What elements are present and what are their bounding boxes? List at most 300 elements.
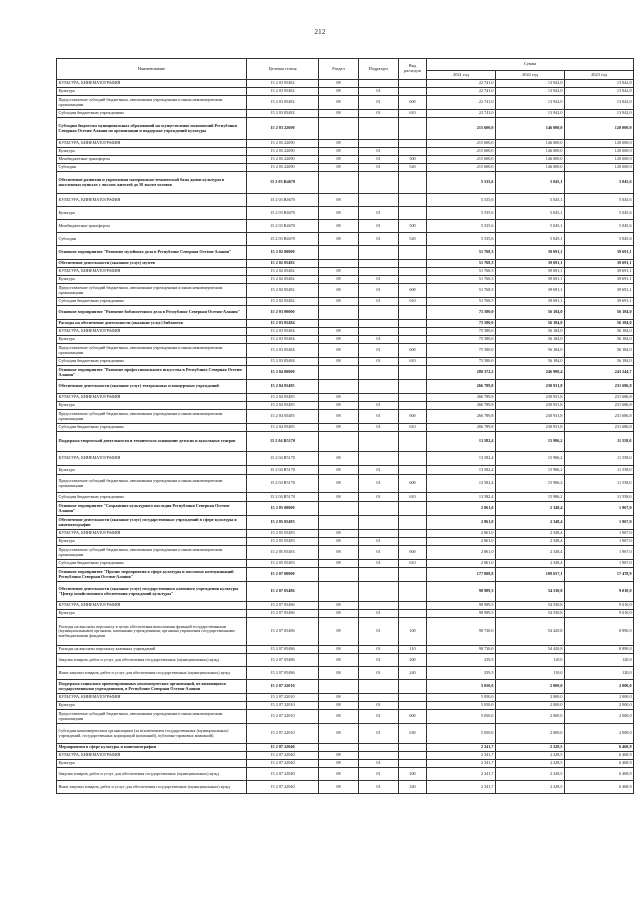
row-sum-2022: 15 986,2: [496, 452, 565, 466]
row-target-code: 15 2 07 05486: [247, 610, 319, 618]
table-row: [57, 546, 634, 560]
row-expense-type: [399, 452, 427, 466]
row-sum-2021: 266 789,8: [427, 402, 496, 410]
row-name: Субсидии: [57, 164, 247, 172]
row-sum-2021: 13 582,4: [427, 432, 496, 452]
row-name: Субсидии бюджетным учреждениям: [57, 110, 247, 118]
row-target-code: 15 2 03 22690: [247, 118, 319, 140]
row-target-code: 15 2 07 22040: [247, 768, 319, 781]
row-subsection: [359, 380, 399, 394]
row-name: КУЛЬТУРА, КИНЕМАТОГРАФИЯ: [57, 194, 247, 207]
row-target-code: 15 2 05 05483: [247, 560, 319, 568]
row-sum-2022: 2 000,0: [496, 694, 565, 702]
table-row: [57, 760, 634, 768]
row-target-code: 15 2 03 05484: [247, 320, 319, 328]
row-expense-type: [399, 380, 427, 394]
row-target-code: 15 2 07 05486: [247, 667, 319, 680]
row-sum-2021: 75 580,0: [427, 344, 496, 358]
row-target-code: 15 2 07 05486: [247, 646, 319, 654]
row-expense-type: [399, 328, 427, 336]
row-name: Субсидии бюджетам муниципальных образований на осуществление полномочий Республики Северная Осетия-Алания по организации и поддержке учреждений культуры: [57, 118, 247, 140]
table-row: [57, 298, 634, 306]
row-name: Субсидии: [57, 233, 247, 246]
row-target-code: 15 2 04 05485: [247, 424, 319, 432]
row-sum-2023: 56 184,0: [565, 358, 634, 366]
row-section: [319, 582, 359, 602]
row-subsection: 01: [359, 610, 399, 618]
table-row: [57, 744, 634, 752]
row-subsection: [359, 452, 399, 466]
row-target-code: 15 2 04 05485: [247, 410, 319, 424]
row-sum-2023: 8 890,0: [565, 646, 634, 654]
table-row: [57, 194, 634, 207]
row-sum-2022: 15 986,2: [496, 493, 565, 502]
row-subsection: [359, 328, 399, 336]
table-row: [57, 475, 634, 493]
row-sum-2021: 2 861,0: [427, 502, 496, 516]
row-sum-2023: 2 000,0: [565, 724, 634, 744]
row-expense-type: 600: [399, 284, 427, 298]
row-sum-2023: 8 890,0: [565, 618, 634, 646]
row-subsection: 01: [359, 618, 399, 646]
table-row: [57, 233, 634, 246]
row-sum-2022: 2 228,5: [496, 744, 565, 752]
row-target-code: 15 2 07 05486: [247, 654, 319, 667]
row-section: 08: [319, 452, 359, 466]
row-sum-2021: 215 600,0: [427, 118, 496, 140]
row-name: Культура: [57, 336, 247, 344]
row-target-code: 15 2 03 05482: [247, 96, 319, 110]
row-target-code: 15 2 03 00000: [247, 306, 319, 320]
table-header: [57, 59, 634, 80]
row-target-code: 15 2 05 05483: [247, 530, 319, 538]
row-sum-2022: 56 184,0: [496, 358, 565, 366]
row-target-code: 15 2 03 R4670: [247, 172, 319, 194]
row-section: 08: [319, 96, 359, 110]
row-sum-2021: 22 741,0: [427, 80, 496, 88]
row-target-code: 15 2 04 R5170: [247, 493, 319, 502]
row-sum-2023: 231 686,8: [565, 394, 634, 402]
row-sum-2022: 54 420,8: [496, 618, 565, 646]
budget-table: [56, 58, 634, 794]
table-row: [57, 96, 634, 110]
row-expense-type: [399, 260, 427, 268]
row-name: Обеспечение деятельности (оказание услуг) театральных и концертных учреждений: [57, 380, 247, 394]
row-name: Культура: [57, 538, 247, 546]
row-section: 08: [319, 667, 359, 680]
row-name: Иные закупки товаров, работ и услуг для обеспечения государственных (муниципальных) нужд: [57, 667, 247, 680]
row-sum-2021: 51 768,3: [427, 298, 496, 306]
row-sum-2021: 5 535,6: [427, 220, 496, 233]
row-name: Субсидии бюджетным учреждениям: [57, 560, 247, 568]
row-target-code: 15 2 03 05484: [247, 328, 319, 336]
row-sum-2022: 2 228,5: [496, 752, 565, 760]
table-row: [57, 284, 634, 298]
row-sum-2021: 2 861,0: [427, 516, 496, 530]
row-subsection: [359, 568, 399, 582]
row-sum-2023: 5 045,6: [565, 194, 634, 207]
row-target-code: 15 2 03 05484: [247, 358, 319, 366]
row-section: 08: [319, 402, 359, 410]
row-section: 08: [319, 207, 359, 220]
row-section: 08: [319, 654, 359, 667]
row-expense-type: 240: [399, 781, 427, 794]
row-sum-2023: 56 184,0: [565, 320, 634, 328]
header-subsection: Подраздел: [359, 59, 399, 80]
table-row: [57, 246, 634, 260]
row-sum-2021: 5 050,0: [427, 694, 496, 702]
row-sum-2023: 5 045,6: [565, 220, 634, 233]
row-target-code: 15 2 02 00000: [247, 246, 319, 260]
row-target-code: 15 2 03 R4670: [247, 194, 319, 207]
row-sum-2022: 230 931,8: [496, 394, 565, 402]
row-target-code: 15 2 07 22040: [247, 752, 319, 760]
table-row: [57, 602, 634, 610]
table-row: [57, 207, 634, 220]
row-target-code: 15 2 05 00000: [247, 502, 319, 516]
row-expense-type: [399, 466, 427, 475]
row-section: [319, 568, 359, 582]
row-sum-2022: 39 691,1: [496, 298, 565, 306]
row-sum-2021: 5 050,0: [427, 680, 496, 694]
table-row: [57, 402, 634, 410]
row-expense-type: 600: [399, 96, 427, 110]
row-sum-2021: 215 600,0: [427, 148, 496, 156]
row-sum-2021: 51 768,3: [427, 276, 496, 284]
row-section: 08: [319, 268, 359, 276]
row-sum-2021: 266 789,8: [427, 410, 496, 424]
row-name: КУЛЬТУРА, КИНЕМАТОГРАФИЯ: [57, 140, 247, 148]
header-year-2023: 2023 год: [565, 71, 634, 80]
row-name: Культура: [57, 276, 247, 284]
row-name: Субсидии бюджетным учреждениям: [57, 493, 247, 502]
row-sum-2021: 51 768,3: [427, 284, 496, 298]
row-subsection: [359, 694, 399, 702]
row-expense-type: [399, 752, 427, 760]
row-sum-2023: 2 000,0: [565, 710, 634, 724]
row-section: 08: [319, 493, 359, 502]
row-name: Обеспечение развития и укрепления материально-технической базы домов культуры в населенных пунктах с числом жителей до 50 тысяч человек: [57, 172, 247, 194]
row-expense-type: 500: [399, 156, 427, 164]
table-row: [57, 172, 634, 194]
row-target-code: 15 2 04 R5170: [247, 452, 319, 466]
row-section: 08: [319, 702, 359, 710]
row-sum-2022: 54 530,8: [496, 610, 565, 618]
row-section: 08: [319, 140, 359, 148]
row-sum-2023: 120 000,0: [565, 148, 634, 156]
row-section: 08: [319, 760, 359, 768]
table-row: [57, 358, 634, 366]
row-target-code: 15 2 07 22010: [247, 702, 319, 710]
row-sum-2021: 75 580,0: [427, 336, 496, 344]
row-sum-2021: 5 535,6: [427, 172, 496, 194]
row-sum-2023: 2 000,0: [565, 694, 634, 702]
row-name: Культура: [57, 760, 247, 768]
row-section: [319, 246, 359, 260]
row-expense-type: [399, 610, 427, 618]
row-subsection: 01: [359, 546, 399, 560]
row-target-code: 15 2 03 R4670: [247, 233, 319, 246]
row-sum-2021: 215 600,0: [427, 140, 496, 148]
row-expense-type: [399, 88, 427, 96]
row-name: Субсидии бюджетным учреждениям: [57, 298, 247, 306]
row-sum-2023: 11 558,0: [565, 452, 634, 466]
row-name: Предоставление субсидий бюджетным, автономным учреждениям и иным некоммерческим организациям: [57, 546, 247, 560]
row-expense-type: 610: [399, 358, 427, 366]
table-body: [57, 80, 634, 794]
row-name: Предоставление субсидий бюджетным, автономным учреждениям и иным некоммерческим организациям: [57, 475, 247, 493]
row-target-code: 15 2 03 22690: [247, 148, 319, 156]
row-expense-type: [399, 702, 427, 710]
row-sum-2022: 2 228,5: [496, 768, 565, 781]
row-expense-type: 600: [399, 546, 427, 560]
row-name: КУЛЬТУРА, КИНЕМАТОГРАФИЯ: [57, 452, 247, 466]
row-sum-2023: 13 942,0: [565, 96, 634, 110]
row-expense-type: 520: [399, 164, 427, 172]
row-target-code: 15 2 07 22040: [247, 781, 319, 794]
table-row: [57, 667, 634, 680]
row-subsection: [359, 80, 399, 88]
row-expense-type: [399, 744, 427, 752]
row-section: [319, 744, 359, 752]
row-section: 08: [319, 546, 359, 560]
table-row: [57, 646, 634, 654]
row-sum-2021: 75 580,0: [427, 320, 496, 328]
row-sum-2023: 2 000,0: [565, 680, 634, 694]
row-section: 08: [319, 194, 359, 207]
row-sum-2021: 2 341,7: [427, 781, 496, 794]
row-sum-2022: 2 228,5: [496, 760, 565, 768]
row-sum-2022: 56 184,0: [496, 344, 565, 358]
table-row: [57, 328, 634, 336]
table-row: [57, 118, 634, 140]
row-target-code: 15 2 03 05482: [247, 88, 319, 96]
table-row: [57, 306, 634, 320]
row-section: 08: [319, 344, 359, 358]
row-sum-2023: 243 244,7: [565, 366, 634, 380]
row-section: [319, 118, 359, 140]
row-subsection: 01: [359, 410, 399, 424]
row-sum-2022: 5 045,1: [496, 194, 565, 207]
row-expense-type: [399, 502, 427, 516]
row-sum-2023: 120 000,0: [565, 140, 634, 148]
row-expense-type: [399, 172, 427, 194]
row-expense-type: 100: [399, 618, 427, 646]
row-name: Культура: [57, 466, 247, 475]
row-subsection: [359, 306, 399, 320]
row-sum-2023: 39 691,1: [565, 298, 634, 306]
row-name: Основное мероприятие "Развитие профессионального искусства в Республике Северная Осетия-Алания": [57, 366, 247, 380]
row-name: Расходы на выплаты персоналу в целях обеспечения выполнения функций государственными (муниципальными) органами, казенными учреждениями, органами управления государственными внебюджетными фондами: [57, 618, 247, 646]
row-sum-2021: 259,3: [427, 667, 496, 680]
row-sum-2023: 13 942,0: [565, 110, 634, 118]
row-expense-type: [399, 568, 427, 582]
table-row: [57, 560, 634, 568]
row-sum-2021: 266 789,8: [427, 394, 496, 402]
table-row: [57, 530, 634, 538]
row-sum-2023: 56 184,0: [565, 306, 634, 320]
row-section: [319, 432, 359, 452]
header-code: Целевая статья: [247, 59, 319, 80]
row-sum-2022: 146 000,0: [496, 118, 565, 140]
row-target-code: 15 2 02 05482: [247, 298, 319, 306]
row-sum-2022: 39 691,1: [496, 246, 565, 260]
row-sum-2023: 11 558,0: [565, 432, 634, 452]
row-name: Предоставление субсидий бюджетным, автономным учреждениям и иным некоммерческим организациям: [57, 710, 247, 724]
row-sum-2021: 75 580,0: [427, 328, 496, 336]
row-sum-2023: 1 967,0: [565, 502, 634, 516]
row-sum-2023: 9 010,0: [565, 582, 634, 602]
row-sum-2023: 11 558,0: [565, 466, 634, 475]
row-target-code: 15 2 04 00000: [247, 366, 319, 380]
row-section: 08: [319, 602, 359, 610]
row-sum-2021: 51 768,3: [427, 268, 496, 276]
row-section: 08: [319, 80, 359, 88]
table-row: [57, 618, 634, 646]
table-row: [57, 582, 634, 602]
row-sum-2021: 22 741,0: [427, 96, 496, 110]
row-target-code: 15 2 04 05485: [247, 394, 319, 402]
row-subsection: [359, 432, 399, 452]
row-target-code: 15 2 07 22010: [247, 680, 319, 694]
row-sum-2022: 5 045,1: [496, 220, 565, 233]
table-row: [57, 148, 634, 156]
table-row: [57, 276, 634, 284]
row-sum-2022: 39 691,1: [496, 260, 565, 268]
row-name: Культура: [57, 207, 247, 220]
row-section: 08: [319, 284, 359, 298]
row-target-code: 15 2 03 22690: [247, 140, 319, 148]
row-target-code: 15 2 04 R5170: [247, 466, 319, 475]
row-expense-type: 600: [399, 710, 427, 724]
row-name: Культура: [57, 402, 247, 410]
row-sum-2021: 5 535,6: [427, 207, 496, 220]
row-subsection: [359, 172, 399, 194]
row-sum-2021: 5 050,0: [427, 710, 496, 724]
table-row: [57, 752, 634, 760]
row-expense-type: 610: [399, 110, 427, 118]
row-section: 08: [319, 538, 359, 546]
row-subsection: [359, 516, 399, 530]
row-name: Культура: [57, 148, 247, 156]
row-sum-2023: 56 184,0: [565, 328, 634, 336]
row-sum-2021: 98 989,3: [427, 610, 496, 618]
row-section: [319, 260, 359, 268]
row-sum-2021: 280 372,2: [427, 366, 496, 380]
table-row: [57, 680, 634, 694]
row-name: Мероприятия в сфере культуры и кинематографии: [57, 744, 247, 752]
row-subsection: 01: [359, 702, 399, 710]
row-section: [319, 306, 359, 320]
row-expense-type: [399, 306, 427, 320]
row-expense-type: [399, 760, 427, 768]
row-subsection: 01: [359, 284, 399, 298]
row-sum-2023: 56 184,0: [565, 344, 634, 358]
row-sum-2022: 146 000,0: [496, 164, 565, 172]
row-sum-2021: 22 741,0: [427, 88, 496, 96]
row-expense-type: 200: [399, 768, 427, 781]
row-expense-type: [399, 194, 427, 207]
row-subsection: [359, 680, 399, 694]
row-sum-2023: 231 686,8: [565, 410, 634, 424]
row-subsection: [359, 366, 399, 380]
row-subsection: [359, 502, 399, 516]
row-sum-2023: 56 184,0: [565, 336, 634, 344]
row-sum-2021: 2 861,0: [427, 538, 496, 546]
row-sum-2021: 2 861,0: [427, 530, 496, 538]
row-target-code: 15 2 03 05482: [247, 110, 319, 118]
row-expense-type: [399, 694, 427, 702]
row-target-code: 15 2 03 R4670: [247, 207, 319, 220]
row-sum-2023: 231 686,8: [565, 424, 634, 432]
row-sum-2021: 266 789,8: [427, 380, 496, 394]
row-expense-type: 630: [399, 724, 427, 744]
table-row: [57, 502, 634, 516]
row-sum-2023: 120,0: [565, 654, 634, 667]
row-sum-2022: 13 942,0: [496, 110, 565, 118]
row-expense-type: [399, 276, 427, 284]
row-target-code: 15 2 03 22690: [247, 164, 319, 172]
row-subsection: 01: [359, 220, 399, 233]
row-section: 08: [319, 560, 359, 568]
row-target-code: 15 2 07 00000: [247, 568, 319, 582]
row-name: КУЛЬТУРА, КИНЕМАТОГРАФИЯ: [57, 530, 247, 538]
row-expense-type: [399, 394, 427, 402]
row-sum-2021: 75 580,0: [427, 306, 496, 320]
row-subsection: [359, 320, 399, 328]
row-subsection: [359, 582, 399, 602]
row-subsection: [359, 246, 399, 260]
row-sum-2022: 2 000,0: [496, 724, 565, 744]
row-sum-2022: 56 184,0: [496, 328, 565, 336]
table-row: [57, 694, 634, 702]
page-number: 212: [314, 28, 326, 36]
row-name: Культура: [57, 702, 247, 710]
row-section: 08: [319, 336, 359, 344]
row-name: Предоставление субсидий бюджетным, автономным учреждениям и иным некоммерческим организациям: [57, 410, 247, 424]
table-row: [57, 220, 634, 233]
row-expense-type: [399, 432, 427, 452]
row-sum-2021: 75 580,0: [427, 358, 496, 366]
row-sum-2023: 2 000,0: [565, 702, 634, 710]
row-sum-2021: 5 050,0: [427, 702, 496, 710]
row-sum-2022: 54 530,8: [496, 582, 565, 602]
table-row: [57, 320, 634, 328]
row-target-code: 15 2 02 05482: [247, 276, 319, 284]
table-row: [57, 710, 634, 724]
row-name: Культура: [57, 610, 247, 618]
row-target-code: 15 2 05 05483: [247, 516, 319, 530]
row-section: 08: [319, 220, 359, 233]
row-sum-2023: 5 045,6: [565, 207, 634, 220]
table-row: [57, 424, 634, 432]
row-section: [319, 380, 359, 394]
row-subsection: 01: [359, 560, 399, 568]
row-name: Обеспечение деятельности (оказание услуг) государственного казенного учреждения культуры "Центр хозяйственного обеспечения учреждений культуры": [57, 582, 247, 602]
row-target-code: 15 2 05 05483: [247, 538, 319, 546]
row-target-code: 15 2 03 22690: [247, 156, 319, 164]
row-sum-2021: 215 600,0: [427, 156, 496, 164]
row-name: КУЛЬТУРА, КИНЕМАТОГРАФИЯ: [57, 328, 247, 336]
row-expense-type: [399, 336, 427, 344]
row-expense-type: 610: [399, 424, 427, 432]
row-subsection: [359, 752, 399, 760]
row-target-code: 15 2 02 05482: [247, 268, 319, 276]
row-target-code: 15 2 04 05485: [247, 402, 319, 410]
row-expense-type: [399, 268, 427, 276]
row-expense-type: [399, 118, 427, 140]
table-row: [57, 80, 634, 88]
